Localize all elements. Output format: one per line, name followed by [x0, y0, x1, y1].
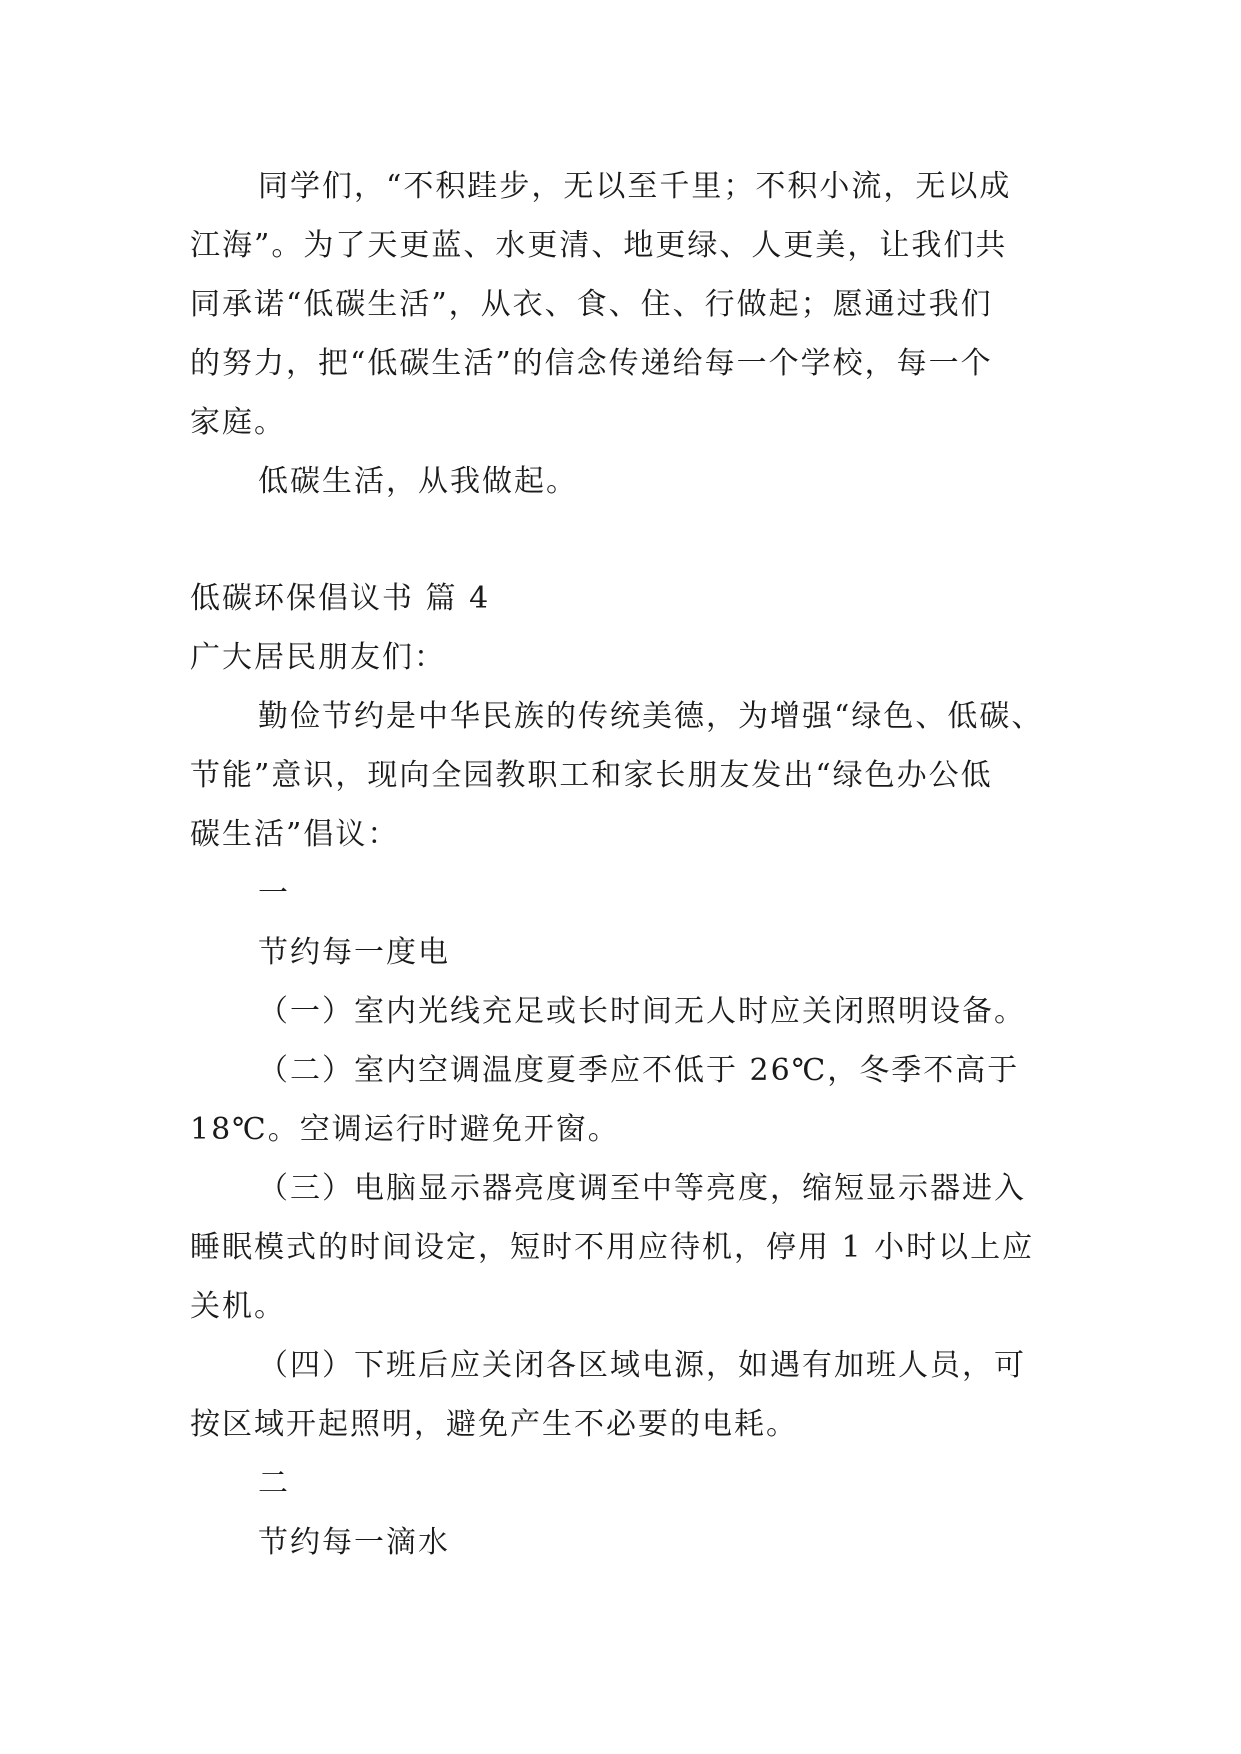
list-item-continued: 睡眠模式的时间设定，短时不用应待机，停用 1 小时以上应	[190, 1230, 1035, 1265]
list-item-continued: 18℃。空调运行时避免开窗。	[190, 1112, 620, 1147]
paragraph-line: 的努力，把“低碳生活”的信念传递给每一个学校，每一个	[190, 346, 993, 381]
list-item: （三）电脑显示器亮度调至中等亮度，缩短显示器进入	[258, 1171, 1026, 1206]
list-item-continued: 关机。	[190, 1289, 286, 1324]
list-item: （二）室内空调温度夏季应不低于 26℃，冬季不高于	[258, 1053, 1020, 1088]
section-number: 二	[258, 1466, 290, 1501]
paragraph-line: 节能”意识，现向全园教职工和家长朋友发出“绿色办公低	[190, 758, 993, 793]
paragraph-line: 碳生活”倡议：	[190, 817, 400, 852]
section-heading: 节约每一度电	[258, 935, 450, 970]
paragraph-line: 低碳生活，从我做起。	[258, 464, 578, 499]
section-title: 低碳环保倡议书 篇 4	[190, 581, 491, 616]
paragraph-line: 江海”。为了天更蓝、水更清、地更绿、人更美，让我们共	[190, 228, 1008, 263]
paragraph-line: 同学们，“不积跬步，无以至千里；不积小流，无以成	[258, 169, 1012, 204]
paragraph-line: 勤俭节约是中华民族的传统美德，为增强“绿色、低碳、	[258, 699, 1044, 734]
list-item: （四）下班后应关闭各区域电源，如遇有加班人员，可	[258, 1348, 1026, 1383]
salutation: 广大居民朋友们：	[190, 640, 446, 675]
list-item: （一）室内光线充足或长时间无人时应关闭照明设备。	[258, 994, 1026, 1029]
list-item-continued: 按区域开起照明，避免产生不必要的电耗。	[190, 1407, 798, 1442]
paragraph-line: 同承诺“低碳生活”，从衣、食、住、行做起；愿通过我们	[190, 287, 993, 322]
section-number: 一	[258, 876, 290, 911]
paragraph-line: 家庭。	[190, 405, 286, 440]
section-heading: 节约每一滴水	[258, 1525, 450, 1560]
